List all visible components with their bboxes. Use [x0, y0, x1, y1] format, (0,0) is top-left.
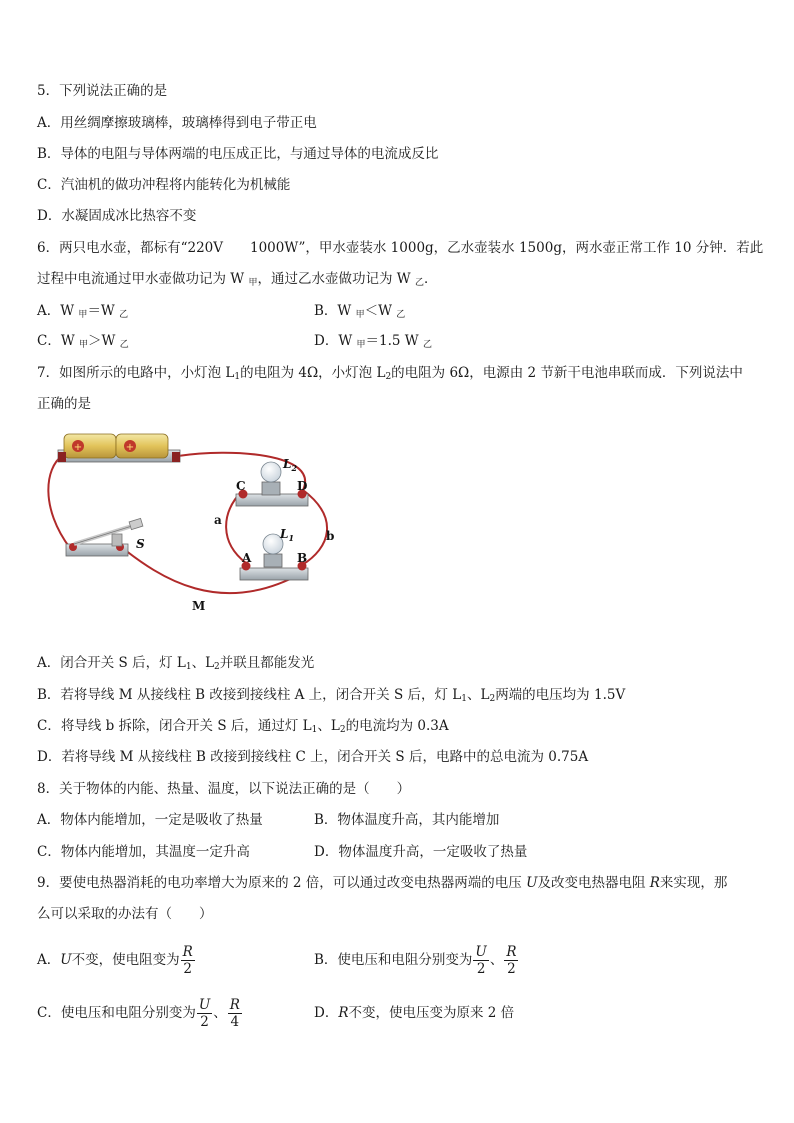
- label-D: D: [297, 479, 308, 493]
- q5-option-c: C．汽油机的做功冲程将内能转化为机械能: [37, 177, 291, 193]
- terminal-icon: [58, 452, 66, 462]
- q9-option-a: A．U不变，使电阻变为 $\frac{R}{2}$: [37, 944, 193, 977]
- q6-stem-line2: 过程中电流通过甲水壶做功记为 W $_甲$，通过乙水壶做功记为 W $_乙$．: [37, 271, 438, 288]
- q7-option-c: C．将导线 b 拆除，闭合开关 S 后，通过灯 $L_1$、$L_2$的电流均为 0.3A: [37, 718, 449, 735]
- q5-stem: 5．下列说法正确的是: [37, 83, 168, 99]
- q8-option-a: A．物体内能增加，一定是吸收了热量: [37, 812, 263, 828]
- wire-battery-left: [48, 456, 70, 548]
- q6-option-b: B．W $_甲$＜W $_乙$: [314, 303, 406, 320]
- lamp-l2-bulb-icon: [261, 462, 281, 482]
- label-M: M: [192, 599, 206, 613]
- q9-option-d: D．R不变，使电压变为原来 2 倍: [314, 1005, 515, 1021]
- q5-option-b: B．导体的电阻与导体两端的电压成正比，与通过导体的电流成反比: [37, 146, 439, 162]
- q8-option-d: D．物体温度升高，一定吸收了热量: [314, 844, 528, 860]
- q7-stem-line1: 7．如图所示的电路中，小灯泡 $L_1$的电阻为 4Ω，小灯泡 $L_2$的电阻为 6Ω，电源由 2 节新干电池串联而成．下列说法中: [37, 365, 743, 382]
- q6-option-a: A．W $_甲$＝W $_乙$: [37, 303, 129, 320]
- q9-option-c: C．使电压和电阻分别变为 $\frac{U}{2}$ 、 $\frac{R}{4}$: [37, 997, 240, 1030]
- q9-option-b: B．使电压和电阻分别变为 $\frac{U}{2}$ 、 $\frac{R}{2}$: [314, 944, 517, 977]
- lamp-l1-socket: [264, 554, 282, 567]
- q6-option-d: D．W $_甲$＝1.5 W $_乙$: [314, 333, 432, 350]
- q8-option-b: B．物体温度升高，其内能增加: [314, 812, 500, 828]
- lamp-l1-base: [240, 568, 308, 580]
- q8-stem: 8．关于物体的内能、热量、温度，以下说法正确的是（ ）: [37, 781, 411, 797]
- fraction-R-over-2: $\frac{R}{2}$: [506, 944, 517, 977]
- label-B: B: [297, 551, 308, 565]
- battery-cell-2: [116, 434, 168, 458]
- battery-sign-2: +: [125, 442, 135, 453]
- switch-blade-edge: [74, 526, 132, 544]
- fraction-R-over-2: $\frac{R}{2}$: [182, 944, 193, 977]
- switch-handle: [129, 518, 143, 529]
- switch-clip: [112, 534, 122, 546]
- q9-stem-line2: 么可以采取的办法有（ ）: [37, 906, 213, 922]
- battery-cell-1: [64, 434, 116, 458]
- battery-sign-1: +: [73, 442, 83, 453]
- q6-stem-line1: 6．两只电水壶，都标有“220V 1000W”，甲水壶装水 1000g，乙水壶装水 1500g，两水壶正常工作 10 分钟．若此: [37, 240, 764, 256]
- terminal-icon: [172, 452, 180, 462]
- circuit-diagram: [40, 428, 335, 618]
- fraction-U-over-2: $\frac{U}{2}$: [475, 944, 487, 977]
- q7-option-a: A．闭合开关 S 后，灯 $L_1$、$L_2$并联且都能发光: [37, 655, 315, 672]
- label-a: a: [214, 513, 222, 527]
- lamp-l2-socket: [262, 482, 280, 495]
- label-b: b: [326, 529, 335, 543]
- q7-option-b: B．若将导线 M 从接线柱 B 改接到接线柱 A 上，闭合开关 S 后，灯 $L_1$、$L_2$两端的电压均为 1.5V: [37, 687, 626, 704]
- q7-stem-line2: 正确的是: [37, 396, 91, 412]
- fraction-U-over-2: $\frac{U}{2}$: [198, 997, 211, 1030]
- q7-option-d: D．若将导线 M 从接线柱 B 改接到接线柱 C 上，闭合开关 S 后，电路中的总电流为 0.75A: [37, 749, 589, 765]
- label-L1: $L_1$: [280, 527, 295, 543]
- q5-option-a: A．用丝绸摩擦玻璃棒，玻璃棒得到电子带正电: [37, 115, 317, 131]
- q8-option-c: C．物体内能增加，其温度一定升高: [37, 844, 250, 860]
- label-S: S: [136, 537, 145, 551]
- label-L2: $L_2$: [283, 457, 298, 473]
- q9-stem-line1: 9．要使电热器消耗的电功率增大为原来的 2 倍，可以通过改变电热器两端的电压 U及改变电热器电阻 R来实现，那: [37, 875, 728, 891]
- fraction-R-over-4: $\frac{R}{4}$: [229, 997, 240, 1030]
- q6-option-c: C．W $_甲$＞W $_乙$: [37, 333, 129, 350]
- label-C: C: [236, 479, 246, 493]
- label-A: A: [242, 551, 252, 565]
- q5-option-d: D．水凝固成冰比热容不变: [37, 208, 197, 224]
